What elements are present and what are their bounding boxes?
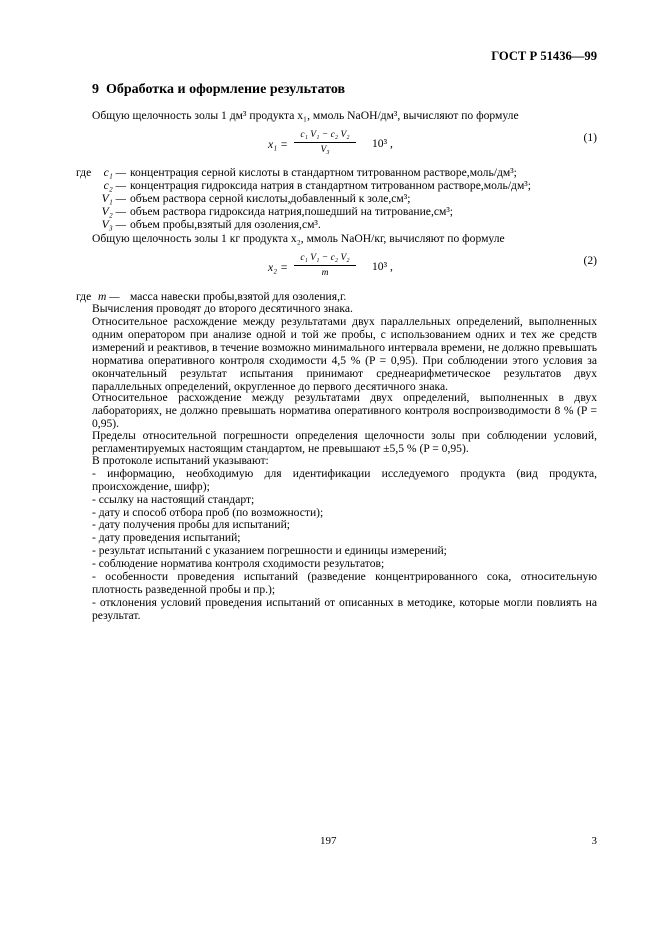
formula1-number: (1) (583, 131, 597, 144)
formula1-fraction (294, 130, 356, 155)
paragraph-reproducibility: Относительное расхождение между результатами двух определений, выполненных в двух лабораториях, не должно превышать норматива оперативного контроля воспроизводимости 8 % (P = 0,95). (92, 391, 597, 430)
protocol-item: - информацию, необходимую для идентификации исследуемого продукта (вид продукта, происхождение, шифр); (92, 467, 597, 493)
definition-text: масса навески пробы,взятой для озоления,г. (130, 290, 347, 303)
formula2-fraction (294, 253, 356, 278)
formula2-factor: 10³ , (372, 260, 393, 273)
formula2-number: (2) (583, 254, 597, 267)
protocol-item: - дату проведения испытаний; (92, 531, 241, 544)
definition-symbol: V₂ — (101, 205, 126, 218)
page-number-center: 197 (320, 835, 337, 847)
formula1-denominator: V₃ (320, 145, 330, 155)
section-number: 9 (92, 82, 99, 97)
paragraph-calc-precision: Вычисления проводят до второго десятичного знака. (92, 302, 353, 315)
paragraph-error-limits: Пределы относительной погрешности определения щелочности золы при соблюдении условий, регламентируемых настоящим стандартом, не превышают ±5,5 % (P = 0,95). (92, 429, 597, 455)
protocol-item: - ссылку на настоящий стандарт; (92, 493, 255, 506)
formula2-denominator: m (321, 268, 329, 278)
formula1-numerator: c₁ V₁ − c₂ V₂ (300, 130, 350, 140)
definition-text: концентрация серной кислоты в стандартном титрованном растворе,моль/дм³; (130, 166, 517, 179)
definition-symbol: V₃ — (101, 218, 126, 231)
section-heading (92, 82, 345, 98)
protocol-item: - особенности проведения испытаний (разведение концентрированного сока, относительную плотность разведенной пробы и пр.); (92, 570, 597, 596)
paragraph-protocol-intro: В протоколе испытаний указывают: (92, 454, 269, 467)
definition-lead: где (76, 166, 92, 179)
formula2-intro: Общую щелочность золы 1 кг продукта x₂, ммоль NaOH/кг, вычисляют по формуле (92, 232, 505, 245)
definition-symbol: m — (98, 290, 120, 303)
section-title: Обработка и оформление результатов (106, 82, 346, 97)
definition-lead: где (76, 290, 92, 303)
definition-symbol: c₁ — (103, 166, 126, 179)
protocol-item: - соблюдение норматива контроля сходимости результатов; (92, 557, 385, 570)
definition-symbol: c₂ — (103, 179, 126, 192)
document-code: ГОСТ Р 51436—99 (491, 49, 597, 63)
definition-symbol: V₁ — (101, 192, 126, 205)
definition-text: объем раствора гидроксида натрия,пошедший на титрование,см³; (130, 205, 454, 218)
definition-text: концентрация гидроксида натрия в стандартном титрованном растворе,моль/дм³; (130, 179, 531, 192)
page-number-right: 3 (591, 835, 597, 847)
protocol-item: - результат испытаний с указанием погрешности и единицы измерений; (92, 544, 447, 557)
protocol-item: - дату получения пробы для испытаний; (92, 518, 290, 531)
formula1-lhs: x₁ = (268, 138, 288, 151)
formula1-intro: Общую щелочность золы 1 дм³ продукта x₁, ммоль NaOH/дм³, вычисляют по формуле (92, 109, 519, 122)
paragraph-repeatability: Относительное расхождение между результатами двух параллельных определений, выполненных одним оператором при анализе одной и той же пробы, с использованием одних и тех же средств измерений и реактивов, в течение возможно минимального интервала времени, не должно превышать норматива оперативного контроля сходимости 4,5 % (P = 0,95). При соблюдении этого условия за окончательный результат испытания принимают среднеарифметическое результатов двух параллельных определений, округленное до первого десятичного знака. (92, 315, 597, 393)
definition-text: объем раствора серной кислоты,добавленный к золе,см³; (130, 192, 411, 205)
formula1-factor: 10³ , (372, 137, 393, 150)
protocol-item: - отклонения условий проведения испытаний от описанных в методике, которые могли повлиять на результат. (92, 596, 597, 622)
protocol-item: - дату и способ отбора проб (по возможности); (92, 506, 324, 519)
formula2-numerator: c₁ V₁ − c₂ V₂ (300, 253, 350, 263)
definition-text: объем пробы,взятый для озоления,см³. (130, 218, 321, 231)
formula2-lhs: x₂ = (268, 261, 288, 274)
